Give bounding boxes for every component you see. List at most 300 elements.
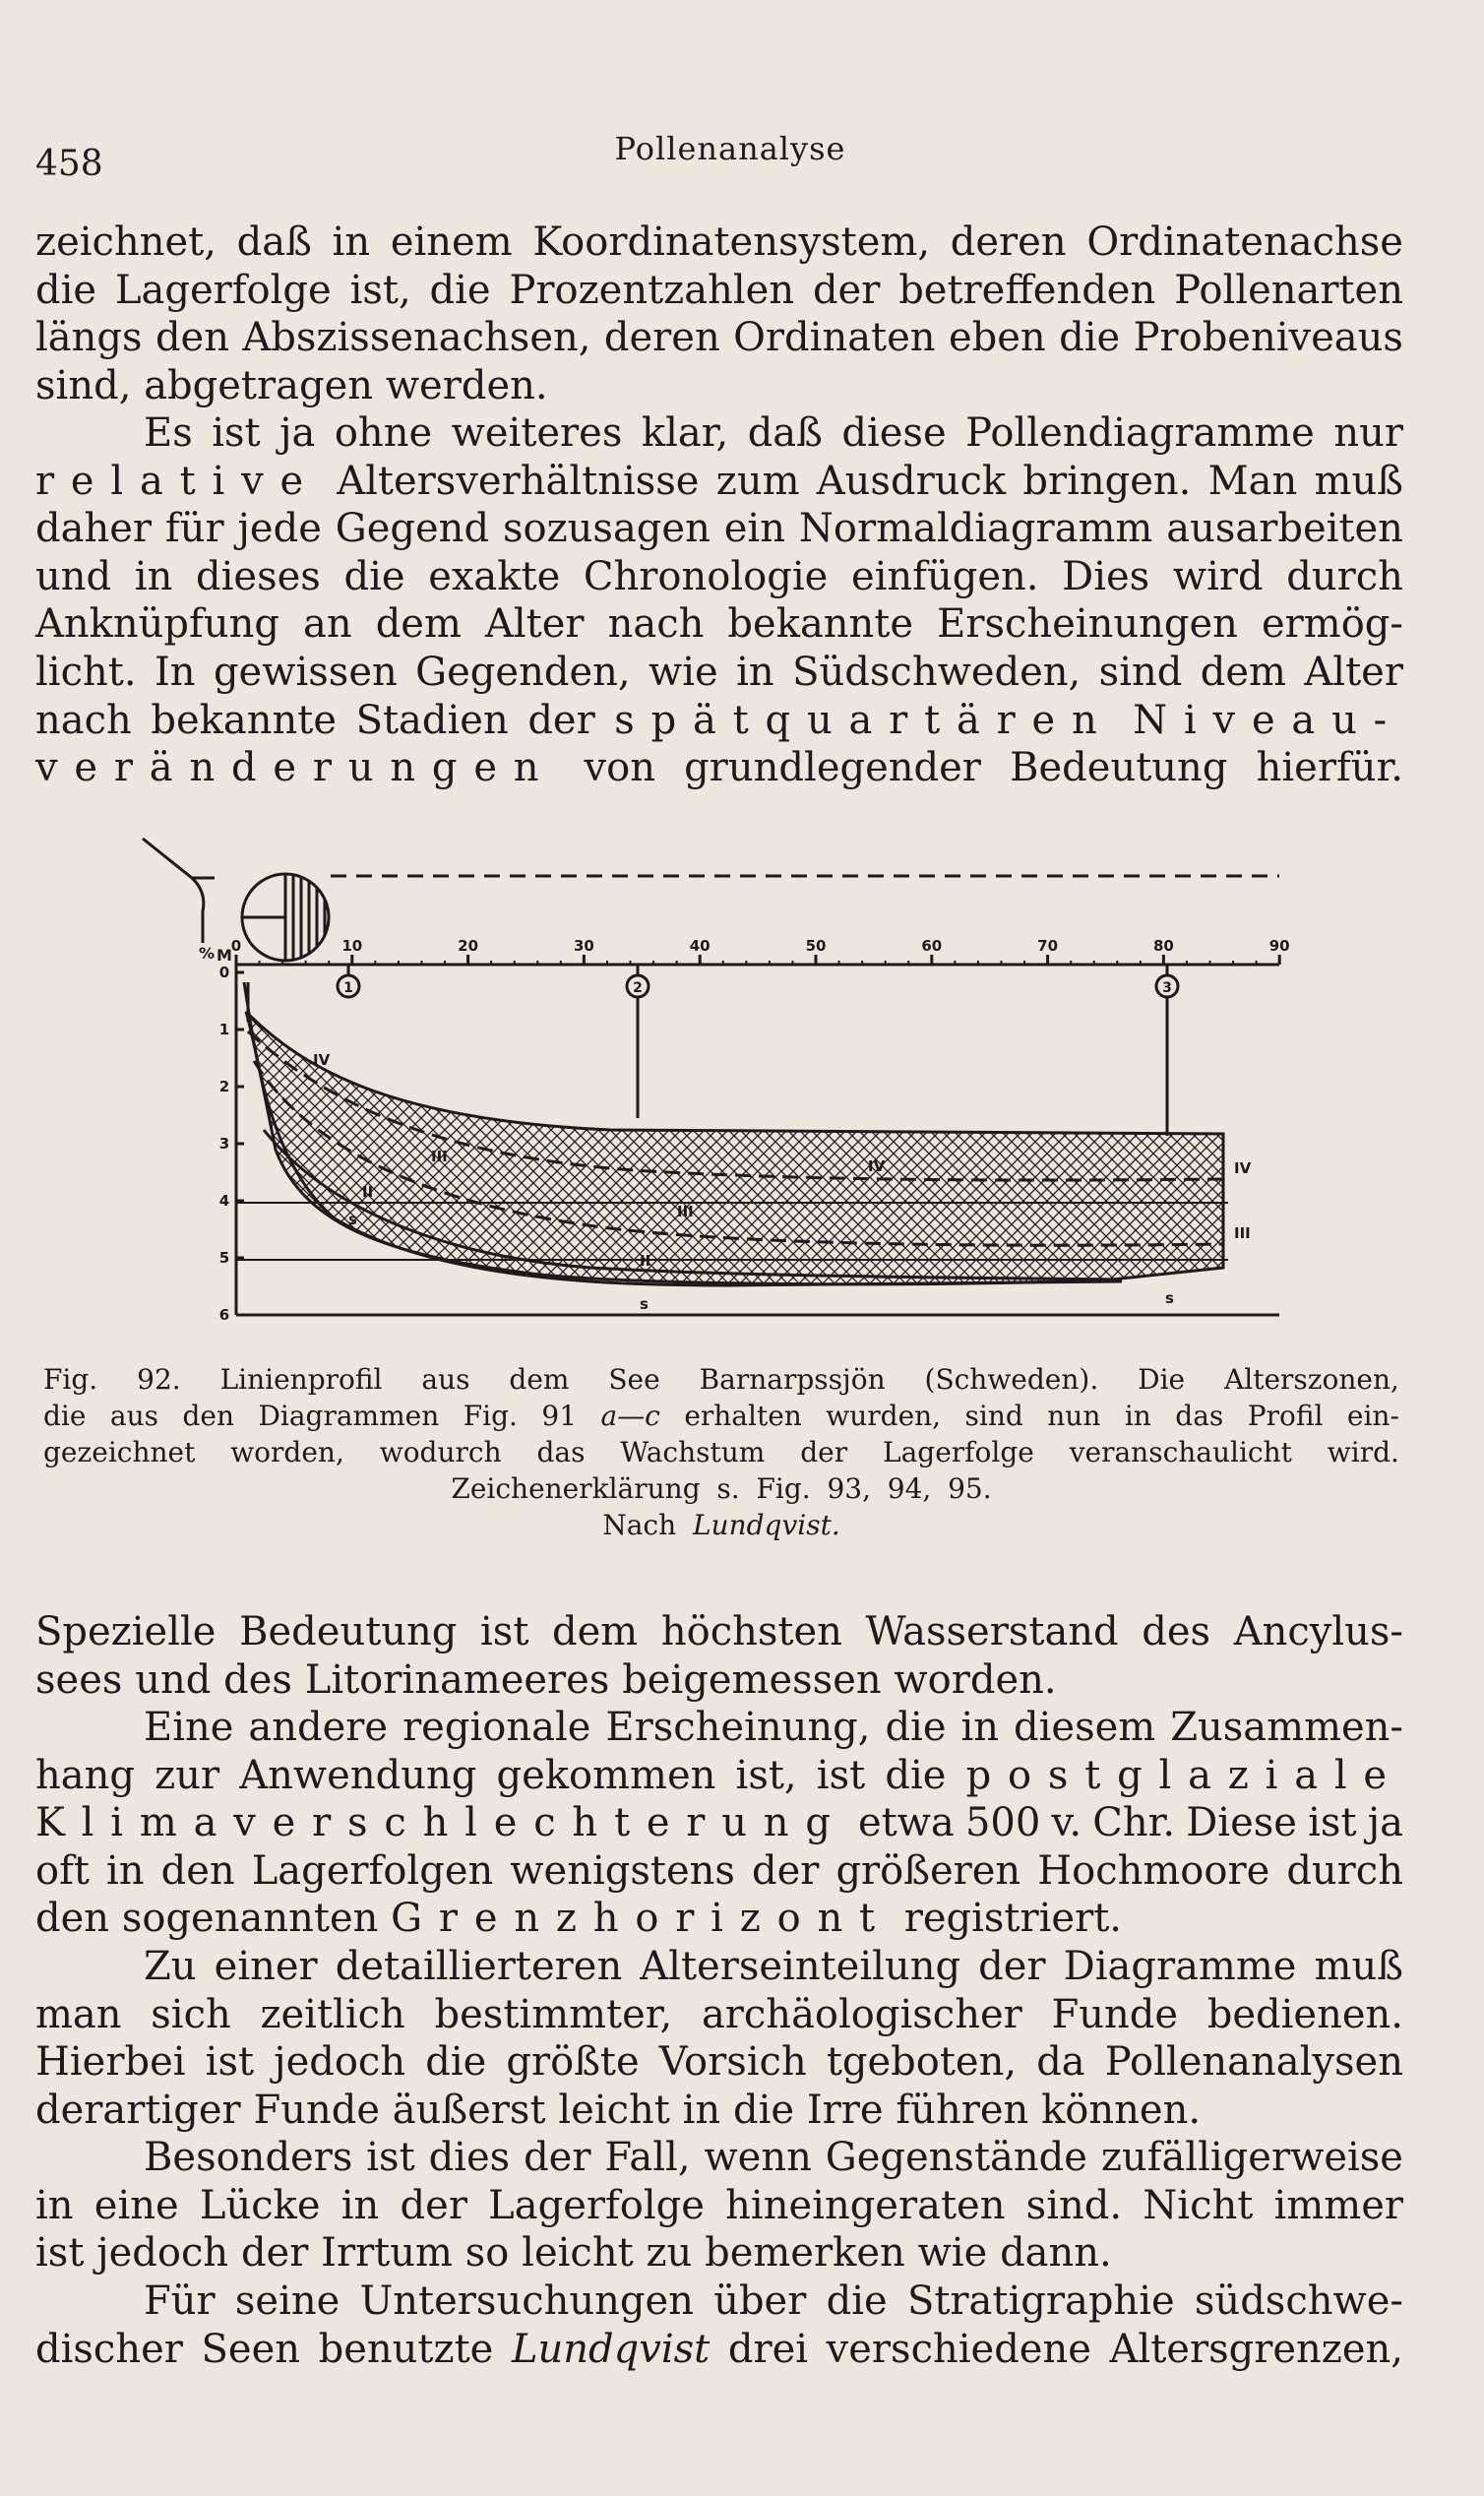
paragraph-7: [35, 2278, 1403, 2373]
zone-label: III: [431, 1148, 448, 1165]
word: klar,: [641, 410, 729, 456]
lake-profile-figure: [138, 835, 1299, 1346]
text-line: [35, 1895, 1403, 1943]
word: daß: [236, 219, 312, 265]
word: zeitlich: [260, 1991, 405, 2037]
word: veränderungen: [35, 745, 556, 791]
word: jede: [237, 506, 322, 552]
word: wenn: [704, 2135, 812, 2180]
word: hierfür.: [1256, 745, 1403, 791]
word: Zeichenerklärung: [451, 1472, 701, 1505]
word: Anknüpfung: [35, 601, 279, 648]
word: 500: [964, 1800, 1041, 1846]
word: Stratigraphie: [906, 2278, 1175, 2324]
sample-marker-group: [338, 975, 1178, 997]
word: dies: [428, 2135, 511, 2180]
x-tick-label: 30: [573, 937, 594, 955]
word: gewissen: [213, 649, 398, 695]
word: ist: [816, 1752, 866, 1798]
sample-marker-label: 1: [343, 980, 353, 996]
word: und: [35, 553, 112, 599]
word: Profil: [1247, 1400, 1324, 1432]
word: ein-: [1346, 1400, 1399, 1432]
word: ist: [212, 410, 261, 456]
word: Für: [144, 2278, 216, 2324]
word: postglaziale: [965, 1752, 1403, 1798]
word: können.: [1041, 2087, 1202, 2133]
word: 92.: [137, 1363, 181, 1396]
word: die: [35, 267, 97, 313]
word: bemerken: [705, 2230, 905, 2277]
word: die: [343, 553, 405, 599]
word: längs: [35, 315, 143, 361]
word: deren: [603, 315, 720, 361]
word: diese: [841, 410, 947, 456]
word: Lagerfolgen: [251, 1847, 494, 1894]
word: in: [332, 219, 371, 265]
word: sind: [1098, 649, 1183, 695]
y-tick-group: [219, 964, 244, 1324]
word: Die: [1138, 1363, 1186, 1396]
word: eine: [93, 2182, 179, 2228]
word: seine: [234, 2278, 340, 2324]
word: dann.: [1000, 2230, 1112, 2277]
word: Lagerfolge: [882, 1436, 1034, 1468]
text-line: [35, 1943, 1403, 1991]
word: Vorsich: [658, 2039, 807, 2086]
word: Gegend: [335, 506, 490, 552]
word: wenigstens: [510, 1847, 735, 1894]
text-line: [35, 409, 1403, 458]
word: Ancylus-: [1233, 1609, 1403, 1654]
text-line: [35, 553, 1403, 601]
word: Seen: [201, 2326, 301, 2372]
x-tick-label: 0: [230, 937, 242, 955]
word: dem: [509, 1363, 570, 1396]
text-line: [35, 744, 1403, 792]
word: einfügen.: [850, 553, 1039, 599]
word: daher: [35, 506, 153, 552]
word: Alterszonen,: [1224, 1363, 1399, 1396]
word: ja: [279, 410, 316, 456]
sediment-hatched-area: [246, 1012, 1223, 1284]
word: veranschaulicht: [1069, 1436, 1292, 1468]
word: Fig.: [43, 1363, 98, 1396]
s-label: s: [640, 1295, 649, 1313]
word: Alterseinteilung: [640, 1944, 961, 1989]
y-tick-label: 4: [218, 1192, 230, 1210]
word: jedoch: [96, 2230, 229, 2277]
word: Linienprofil: [219, 1363, 383, 1396]
zone-label: IV: [1234, 1159, 1252, 1177]
word: äußerst: [392, 2087, 546, 2133]
word: Lundqvist: [511, 2326, 711, 2372]
word: Bedeutung: [1010, 745, 1228, 791]
x-tick-label: 80: [1152, 937, 1174, 955]
word: Stadien: [355, 697, 509, 743]
text-line: [35, 1799, 1403, 1847]
word: zum: [715, 458, 800, 504]
word: für: [164, 506, 224, 552]
word: wodurch: [379, 1436, 502, 1468]
word: aus: [109, 1400, 159, 1432]
x-tick-label: 20: [458, 937, 479, 955]
text-line: [43, 1470, 1399, 1507]
word: in: [960, 1705, 1000, 1750]
page-number: 458: [35, 144, 103, 184]
word: Barnarpssjön: [699, 1363, 886, 1396]
y-tick-label: 2: [218, 1078, 230, 1095]
word: ermög-: [1262, 601, 1403, 648]
word: Bedeutung: [239, 1609, 458, 1654]
word: Pollendiagramme: [965, 410, 1315, 456]
word: s.: [716, 1472, 740, 1505]
word: Nicht: [1143, 2182, 1254, 2228]
word: spätquartären: [614, 697, 1114, 743]
word: bedienen.: [1206, 1991, 1403, 2037]
word: a—c: [600, 1400, 660, 1432]
y-tick-label: 1: [218, 1021, 230, 1038]
x-tick-group: [231, 937, 1290, 965]
word: ist: [35, 2230, 85, 2277]
word: leicht: [558, 2087, 670, 2133]
text-line: [35, 2182, 1403, 2230]
word: ist: [205, 2039, 255, 2086]
word: dieses: [196, 553, 321, 599]
s-label: s: [1165, 1289, 1174, 1307]
word: abgetragen: [144, 362, 374, 408]
word: in: [340, 2182, 380, 2228]
word: Probeniveaus: [1133, 315, 1403, 361]
zone-label: IV: [868, 1157, 886, 1175]
word: aus: [421, 1363, 470, 1396]
word: ist: [1308, 1800, 1357, 1846]
word: Lücke: [199, 2182, 321, 2228]
text-line: [43, 1507, 1399, 1543]
y-tick-label: 3: [218, 1135, 230, 1153]
word: Koordinatensystem,: [532, 219, 931, 265]
word: dem: [375, 601, 462, 648]
word: Südschweden,: [792, 649, 1082, 695]
word: muß: [1314, 1944, 1403, 1989]
word: die: [885, 1705, 947, 1750]
word: Alter: [484, 601, 585, 648]
word: Altersgrenzen,: [1109, 2326, 1403, 2372]
word: von: [584, 745, 655, 791]
word: Litorinameeres: [304, 1656, 610, 1703]
word: Chr.: [1092, 1800, 1176, 1846]
word: der: [524, 2135, 591, 2180]
text-line: [35, 267, 1403, 315]
word: die: [885, 1752, 947, 1798]
zone-label: IV: [313, 1051, 331, 1069]
word: detaillierteren: [335, 1944, 623, 1989]
text-line: [43, 1361, 1399, 1398]
word: regionale: [402, 1705, 591, 1750]
word: das: [536, 1436, 586, 1468]
word: ist,: [735, 1752, 797, 1798]
word: Niveau-: [1133, 697, 1403, 743]
text-line: [35, 314, 1403, 362]
word: drei: [727, 2326, 809, 2372]
x-tick-label: 60: [921, 937, 943, 955]
word: Anwendung: [239, 1752, 477, 1798]
word: Diagrammen: [258, 1400, 440, 1432]
x-tick-label: 90: [1268, 937, 1290, 955]
word: Gegenstände: [825, 2135, 1087, 2180]
word: so: [464, 2230, 510, 2277]
y-tick-label: 0: [218, 964, 230, 981]
word: über: [713, 2278, 807, 2324]
word: Erscheinungen: [937, 601, 1238, 648]
word: ist: [366, 2135, 415, 2180]
word: in: [736, 649, 774, 695]
word: die: [732, 2087, 795, 2133]
paragraph-4: [35, 1704, 1403, 1943]
word: die: [826, 2278, 888, 2324]
word: sozusagen: [502, 506, 711, 552]
word: der: [240, 2230, 309, 2277]
word: Normaldiagramm: [798, 506, 1153, 552]
word: Fig.: [463, 1400, 518, 1432]
word: wie: [917, 2230, 988, 2277]
word: (Schweden).: [924, 1363, 1099, 1396]
word: Altersverhältnisse: [337, 458, 700, 504]
word: Funde: [1051, 1991, 1179, 2037]
word: dem: [552, 1609, 639, 1654]
word: die: [425, 2039, 487, 2086]
word: der: [800, 1436, 848, 1468]
word: In: [154, 649, 196, 695]
word: etwa: [857, 1800, 955, 1846]
word: sind,: [35, 362, 132, 408]
word: worden.: [894, 1656, 1057, 1703]
word: Irrtum: [321, 2230, 453, 2277]
word: Abszissenachsen,: [242, 315, 591, 361]
paragraph-3: [35, 1608, 1403, 1704]
word: Hochmoore: [1037, 1847, 1270, 1894]
word: dem: [1200, 649, 1286, 695]
word: tgeboten,: [826, 2039, 1018, 2086]
word: Prozentzahlen: [509, 267, 795, 313]
word: gekommen: [496, 1752, 716, 1798]
word: Pollenarten: [1174, 267, 1403, 313]
word: den: [182, 1400, 234, 1432]
text-line: [35, 2278, 1403, 2326]
word: zur: [155, 1752, 220, 1798]
word: licht.: [35, 649, 137, 695]
text-line: [43, 1398, 1399, 1434]
word: in: [682, 2087, 721, 2133]
word: zufälligerweise: [1100, 2135, 1403, 2180]
text-line: [35, 697, 1403, 745]
word: einem: [390, 219, 513, 265]
word: zeichnet,: [35, 219, 216, 265]
word: nur: [1333, 410, 1403, 456]
word: Ordinatenachse: [1086, 219, 1403, 265]
word: der: [400, 2182, 467, 2228]
word: die: [43, 1400, 87, 1432]
word: höchsten: [660, 1609, 842, 1654]
word: wurden,: [826, 1400, 942, 1432]
zone-label: II: [362, 1183, 374, 1201]
word: Diese: [1186, 1800, 1297, 1846]
word: Spezielle: [35, 1609, 216, 1654]
x-axis-title: %: [199, 944, 216, 963]
word: das: [1175, 1400, 1224, 1432]
text-line: [35, 600, 1403, 649]
word: da: [1036, 2039, 1085, 2086]
page-header: [35, 130, 1425, 184]
word: betreffenden: [898, 267, 1156, 313]
word: zu: [646, 2230, 693, 2277]
word: wie: [649, 649, 718, 695]
x-tick-label: 70: [1037, 937, 1059, 955]
word: man: [35, 1991, 122, 2037]
word: bekannte: [727, 601, 914, 648]
word: ein: [723, 506, 785, 552]
word: muß: [1314, 458, 1403, 504]
word: nach: [607, 601, 705, 648]
word: führen: [896, 2087, 1029, 2133]
word: den: [35, 1896, 110, 1942]
word: 94,: [887, 1472, 932, 1505]
y-tick-label: 5: [218, 1249, 230, 1267]
text-line: [43, 1434, 1399, 1470]
x-tick-label: 50: [805, 937, 827, 955]
word: Chronologie: [583, 553, 829, 599]
word: verschiedene: [826, 2326, 1091, 2372]
word: der: [812, 267, 881, 313]
word: 91: [541, 1400, 578, 1432]
word: wird.: [1327, 1436, 1399, 1468]
word: und: [135, 1656, 212, 1703]
word: sogenannten: [121, 1896, 379, 1942]
word: worden,: [230, 1436, 344, 1468]
text-line: [35, 1704, 1403, 1752]
word: Eine: [144, 1705, 234, 1750]
word: daß: [747, 410, 823, 456]
word: diesem: [1014, 1705, 1156, 1750]
text-line: [35, 2326, 1403, 2374]
word: Besonders: [144, 2135, 353, 2180]
word: Klimaverschlechterung: [35, 1800, 847, 1846]
text-line: [35, 2087, 1403, 2135]
text-line: [35, 1656, 1403, 1705]
word: Wasserstand: [865, 1609, 1119, 1654]
word: sees: [35, 1656, 123, 1703]
word: Diagramme: [1063, 1944, 1297, 1989]
word: Fall,: [604, 2135, 691, 2180]
word: derartiger: [35, 2087, 241, 2133]
paragraph-1: [35, 218, 1403, 409]
word: ja: [1367, 1800, 1403, 1846]
word: Zu: [144, 1944, 197, 1989]
word: immer: [1273, 2182, 1403, 2228]
text-line: [35, 1847, 1403, 1896]
text-line: [35, 458, 1403, 506]
text-line: [35, 649, 1403, 697]
word: in: [35, 2182, 74, 2228]
word: ausarbeiten: [1166, 506, 1403, 552]
word: in: [106, 1847, 145, 1894]
word: discher: [35, 2326, 183, 2372]
word: den: [160, 1847, 235, 1894]
text-line: [35, 505, 1403, 553]
text-line: [35, 218, 1403, 267]
zone-label: III: [677, 1203, 694, 1220]
text-line: [35, 2134, 1403, 2182]
word: leicht: [522, 2230, 634, 2277]
word: hineingeraten: [725, 2182, 1006, 2228]
word: oft: [35, 1847, 90, 1894]
word: Funde: [253, 2087, 380, 2133]
word: Fig.: [756, 1472, 811, 1505]
word: bekannte: [151, 697, 337, 743]
word: relative: [35, 458, 320, 504]
word: Nach: [602, 1509, 677, 1541]
zone-label: III: [1234, 1224, 1251, 1242]
zone-label: II: [640, 1252, 651, 1270]
figure-caption: [43, 1361, 1399, 1543]
x-tick-label: 40: [689, 937, 711, 955]
word: einer: [214, 1944, 318, 1989]
word: Gegenden,: [415, 649, 631, 695]
word: sind: [964, 1400, 1023, 1432]
word: nach: [35, 697, 132, 743]
word: an: [303, 601, 352, 648]
word: hang: [35, 1752, 135, 1798]
word: Man: [1207, 458, 1298, 504]
word: eben: [948, 315, 1046, 361]
word: gezeichnet: [43, 1436, 196, 1468]
word: Alter: [1304, 649, 1403, 695]
word: deren: [950, 219, 1067, 265]
text-line: [35, 2229, 1403, 2278]
word: bringen.: [1022, 458, 1192, 504]
word: durch: [1286, 1847, 1403, 1894]
text-line: [35, 1752, 1403, 1800]
word: den: [155, 315, 229, 361]
word: weiteres: [451, 410, 623, 456]
word: Erscheinung,: [605, 1705, 871, 1750]
word: durch: [1286, 553, 1403, 599]
word: größte: [506, 2039, 640, 2086]
word: Ordinaten: [733, 315, 936, 361]
word: in: [134, 553, 173, 599]
text-line: [35, 2038, 1403, 2087]
word: der: [527, 697, 595, 743]
word: Pollenanalysen: [1104, 2039, 1403, 2086]
word: nun: [1047, 1400, 1101, 1432]
word: die: [429, 267, 491, 313]
word: erhalten: [684, 1400, 802, 1432]
leader-line: [143, 839, 204, 943]
word: größeren: [835, 1847, 1021, 1894]
word: Untersuchungen: [359, 2278, 694, 2324]
word: See: [608, 1363, 660, 1396]
word: werden.: [385, 362, 548, 408]
paragraph-5: [35, 1943, 1403, 2134]
sample-marker-label: 3: [1162, 980, 1172, 996]
y-tick-label: 6: [218, 1306, 230, 1324]
word: ohne: [334, 410, 433, 456]
word: v.: [1051, 1800, 1082, 1846]
paragraph-2: [35, 409, 1403, 792]
word: andere: [248, 1705, 389, 1750]
text-line: [35, 362, 1403, 410]
profile-diagram: [138, 835, 1299, 1346]
